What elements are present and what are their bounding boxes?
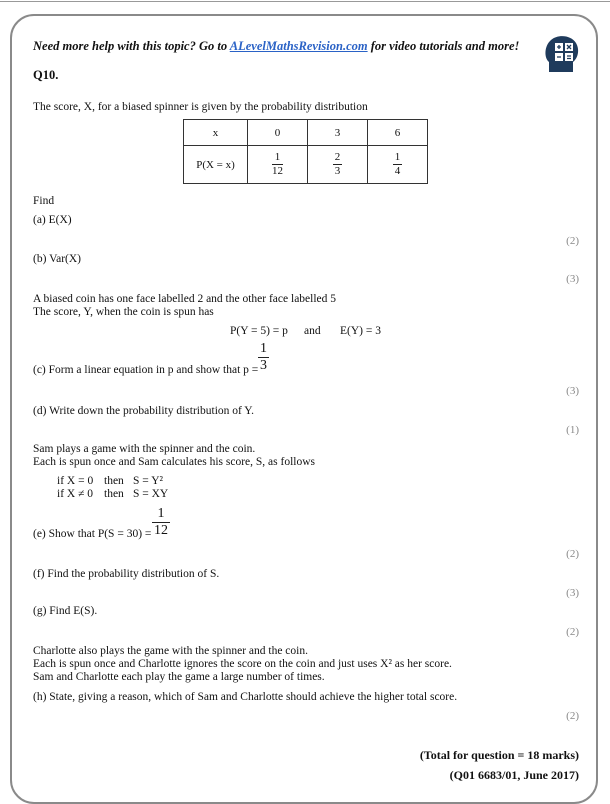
probability-table — [183, 119, 428, 184]
help-banner — [33, 39, 519, 54]
part-h: (h) State, giving a reason, which of Sam and Charlotte should achieve the higher total score. — [33, 691, 458, 703]
table-header-3: 3 — [308, 120, 368, 146]
table-header-0: 0 — [248, 120, 308, 146]
table-prob-6: $\frac{1}{4}$ — [368, 146, 428, 184]
part-c: (c) Form a linear equation in p and show that p = — [33, 364, 259, 376]
part-e-fraction: 1 12 — [154, 506, 168, 538]
table-prob-0: $\frac{1}{12}$ — [248, 146, 308, 184]
rule1-then: then — [104, 475, 124, 487]
table-header-6: 6 — [368, 120, 428, 146]
marks-c: (3) — [566, 385, 579, 397]
calculator-head-icon — [541, 34, 581, 74]
part-d: (d) Write down the probability distribution of Y. — [33, 405, 254, 417]
source-reference: (Q01 6683/01, June 2017) — [449, 768, 579, 782]
game-line1: Sam plays a game with the spinner and the coin. — [33, 443, 256, 455]
game-line2: Each is spun once and Sam calculates his score, S, as follows — [33, 456, 316, 468]
table-prob-3: $\frac{2}{3}$ — [308, 146, 368, 184]
marks-h: (2) — [566, 710, 579, 722]
part-c-fraction: 1 3 — [260, 341, 267, 373]
rule2-cond: if X ≠ 0 — [57, 488, 94, 500]
rule1-result: S = Y² — [133, 475, 163, 487]
find-label: Find — [33, 195, 55, 207]
intro-text: The score, X, for a biased spinner is given by the probability distribution — [33, 101, 368, 113]
help-suffix: for video tutorials and more! — [367, 39, 520, 53]
help-link[interactable]: ALevelMathsRevision.com — [229, 39, 368, 53]
help-prefix: Need more help with this topic? Go to — [33, 39, 230, 53]
top-rule — [0, 1, 610, 2]
table-row-label: P(X = x) — [184, 146, 248, 184]
rule1-cond: if X = 0 — [57, 475, 94, 487]
coin-eq2: E(Y) = 3 — [340, 325, 381, 337]
part-b: (b) Var(X) — [33, 253, 82, 265]
part-a: (a) E(X) — [33, 214, 72, 226]
part-e: (e) Show that P(S = 30) = — [33, 528, 152, 540]
marks-d: (1) — [566, 424, 579, 436]
coin-line2: The score, Y, when the coin is spun has — [33, 306, 214, 318]
coin-eq-and: and — [304, 325, 321, 337]
part-f: (f) Find the probability distribution of S. — [33, 568, 220, 580]
charlotte-line3: Sam and Charlotte each play the game a large number of times. — [33, 671, 325, 683]
marks-a: (2) — [566, 235, 579, 247]
total-marks: (Total for question = 18 marks) — [419, 748, 579, 762]
coin-eq1: P(Y = 5) = p — [230, 325, 288, 337]
rule2-result: S = XY — [133, 488, 169, 500]
coin-line1: A biased coin has one face labelled 2 and the other face labelled 5 — [33, 293, 337, 305]
question-number: Q10. — [33, 68, 59, 82]
marks-g: (2) — [566, 626, 579, 638]
charlotte-line1: Charlotte also plays the game with the spinner and the coin. — [33, 645, 308, 657]
charlotte-line2: Each is spun once and Charlotte ignores the score on the coin and just uses X² as her score. — [33, 658, 452, 670]
table-header-x: x — [184, 120, 248, 146]
marks-e: (2) — [566, 548, 579, 560]
marks-f: (3) — [566, 587, 579, 599]
rule2-then: then — [104, 488, 124, 500]
part-g: (g) Find E(S). — [33, 605, 98, 617]
marks-b: (3) — [566, 273, 579, 285]
